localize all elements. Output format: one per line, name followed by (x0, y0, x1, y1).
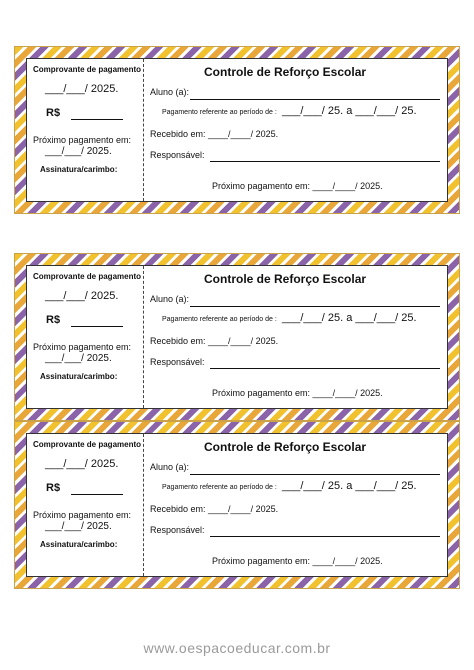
responsible-label: Responsável: (150, 357, 205, 367)
voucher-title: Controle de Reforço Escolar (204, 65, 367, 79)
stub-next-label: Próximo pagamento em: (33, 510, 132, 520)
receipt-stub (27, 266, 144, 408)
voucher-main (144, 59, 447, 201)
responsible-blank-line (210, 536, 440, 537)
amount-blank-line (71, 494, 123, 495)
stub-title: Comprovante de pagamento (33, 65, 142, 74)
student-blank-line (190, 474, 440, 475)
period-dates: ___/___/ 25. a ___/___/ 25. (282, 312, 417, 324)
voucher-card (26, 433, 448, 577)
voucher-title: Controle de Reforço Escolar (204, 272, 367, 286)
stub-next-date: ___/___/ 2025. (45, 146, 112, 157)
student-label: Aluno (a): (150, 294, 190, 304)
student-label: Aluno (a): (150, 87, 190, 97)
next-payment: Próximo pagamento em: ____/____/ 2025. (212, 181, 383, 191)
voucher-2 (14, 253, 460, 421)
amount-blank-line (71, 326, 123, 327)
received-date: Recebido em: ____/____/ 2025. (150, 336, 279, 346)
stub-amount-label: R$ (46, 482, 61, 494)
amount-blank-line (71, 119, 123, 120)
stub-signature-label: Assinatura/carimbo: (40, 165, 118, 174)
voucher-3 (14, 421, 460, 589)
stub-signature-label: Assinatura/carimbo: (40, 540, 118, 549)
receipt-stub (27, 59, 144, 201)
voucher-card (26, 265, 448, 409)
responsible-label: Responsável: (150, 525, 205, 535)
stub-next-label: Próximo pagamento em: (33, 135, 132, 145)
stub-date: ___/___/ 2025. (45, 83, 119, 95)
stub-title: Comprovante de pagamento (33, 440, 142, 449)
stub-next-label: Próximo pagamento em: (33, 342, 132, 352)
period-label: Pagamento referente ao período de : (162, 484, 277, 491)
stub-title: Comprovante de pagamento (33, 272, 142, 281)
stub-next-date: ___/___/ 2025. (45, 521, 112, 532)
stub-date: ___/___/ 2025. (45, 458, 119, 470)
period-dates: ___/___/ 25. a ___/___/ 25. (282, 480, 417, 492)
site-watermark: www.oespacoeducar.com.br (143, 640, 331, 656)
responsible-label: Responsável: (150, 150, 205, 160)
next-payment: Próximo pagamento em: ____/____/ 2025. (212, 556, 383, 566)
receipt-stub (27, 434, 144, 576)
student-blank-line (190, 99, 440, 100)
student-blank-line (190, 306, 440, 307)
period-dates: ___/___/ 25. a ___/___/ 25. (282, 105, 417, 117)
voucher-title: Controle de Reforço Escolar (204, 440, 367, 454)
stub-date: ___/___/ 2025. (45, 290, 119, 302)
stub-amount-label: R$ (46, 314, 61, 326)
voucher-1 (14, 46, 460, 214)
voucher-main (144, 434, 447, 576)
stub-amount-label: R$ (46, 107, 61, 119)
voucher-card (26, 58, 448, 202)
voucher-main (144, 266, 447, 408)
responsible-blank-line (210, 161, 440, 162)
responsible-blank-line (210, 368, 440, 369)
stub-signature-label: Assinatura/carimbo: (40, 372, 118, 381)
student-label: Aluno (a): (150, 462, 190, 472)
received-date: Recebido em: ____/____/ 2025. (150, 129, 279, 139)
stub-next-date: ___/___/ 2025. (45, 353, 112, 364)
next-payment: Próximo pagamento em: ____/____/ 2025. (212, 388, 383, 398)
period-label: Pagamento referente ao período de : (162, 316, 277, 323)
received-date: Recebido em: ____/____/ 2025. (150, 504, 279, 514)
period-label: Pagamento referente ao período de : (162, 109, 277, 116)
